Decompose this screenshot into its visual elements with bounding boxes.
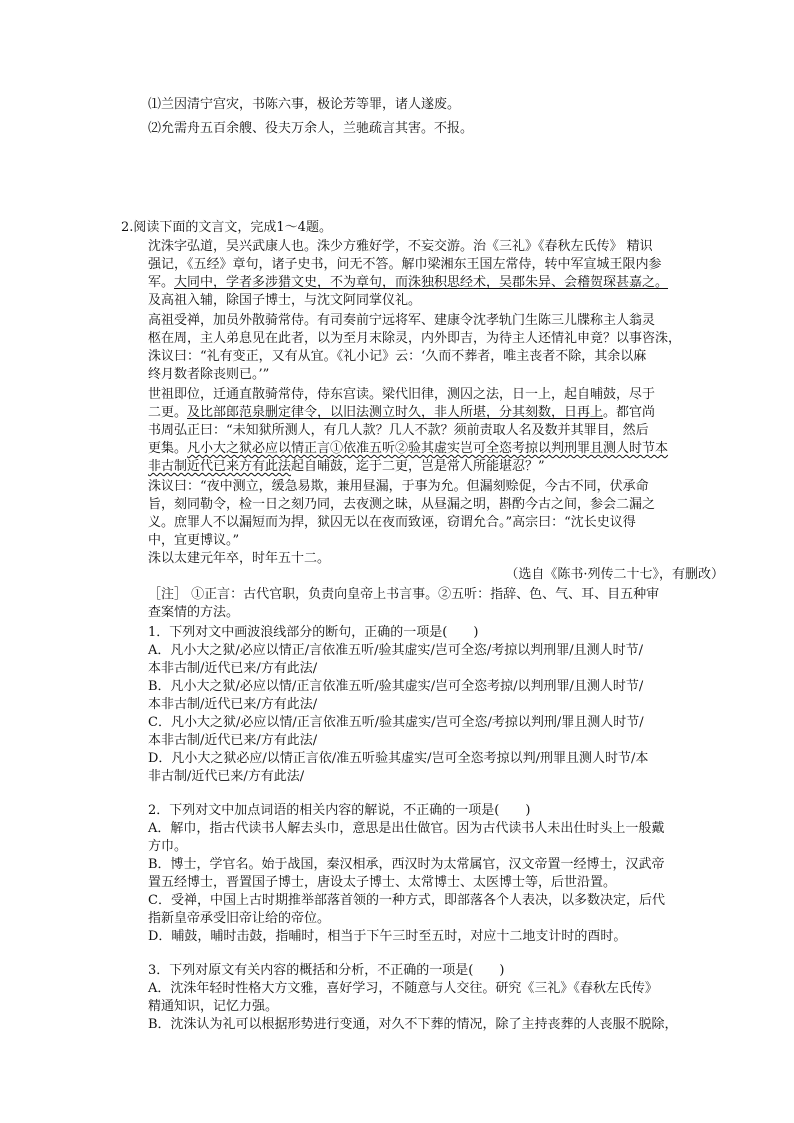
passage-line bbox=[148, 404, 655, 421]
passage-line: 及高祖入辅，除国子博士，与沈文阿同掌仪礼。 bbox=[148, 293, 422, 308]
passage-line: 义。庶罪人不以漏短而为捍，狱囚无以在夜而致诬，窃谓允合。”高宗曰：“沈长史议得 bbox=[148, 515, 636, 530]
option-c: 指新皇帝承受旧帝让给的帝位。 bbox=[148, 911, 331, 926]
passage-line: 世祖即位，迁通直散骑常侍，侍东宫读。梁代旧律，测囚之法，日一上，起自晡鼓，尽于 bbox=[148, 387, 656, 402]
question-stem: 1．下列对文中画波浪线部分的断句，正确的一项是( ) bbox=[148, 625, 479, 640]
option-c: 本非古制/近代已来/方有此法/ bbox=[148, 733, 318, 748]
option-a: 精通知识，记忆力强。 bbox=[148, 999, 279, 1014]
option-d: 非古制/近代已来/方有此法/ bbox=[148, 769, 305, 784]
passage-text: 军。 bbox=[148, 275, 175, 290]
question-heading: 2.阅读下面的文言文，完成1～4题。 bbox=[121, 220, 332, 235]
wavy-underlined-passage: 凡小大之狱必应以情正言①依准五听②验其虚实岂可全恣考掠以判刑罪且测人时节本 bbox=[187, 441, 669, 456]
option-a: A．解巾，指古代读书人解去头巾，意思是出仕做官。因为古代读书人未出仕时头上一般戴 bbox=[148, 821, 665, 836]
option-a: 方巾。 bbox=[148, 839, 188, 854]
option-b: B．凡小大之狱/必应以情/正言依准五听/验其虚实/岂可全恣考掠/以判刑罪/且测人时节/ bbox=[148, 679, 644, 694]
option-b: B．博士，学官名。始于战国，秦汉相承，西汉时为太常属官，汉文帝置一经博士，汉武帝 bbox=[148, 857, 665, 872]
wavy-underlined-passage: 非古制近代已来方有此法 bbox=[148, 459, 292, 474]
passage-line: 柩在周，主人弟息见在此者，以为至月末除灵，内外即吉，为待主人还情礼申竟？以事咨洙， bbox=[148, 331, 682, 346]
passage-line: 沈洙字弘道，吴兴武康人也。洙少方雅好学，不妄交游。治《三礼》《春秋左氏传》 精识 bbox=[148, 239, 653, 254]
underlined-sentence: 及比部郎范泉删定律令，以旧法测立时久，非人所堪，分其刻数，日再上 bbox=[187, 405, 604, 420]
question-stem: 2．下列对文中加点词语的相关内容的解说，不正确的一项是( ) bbox=[148, 803, 531, 818]
option-b: 置五经博士，晋置国子博士，唐设太子博士、太常博士、太医博士等，后世沿置。 bbox=[148, 875, 617, 890]
passage-line bbox=[148, 274, 668, 291]
option-c: C．受禅，中国上古时期推举部落首领的一种方式，即部落各个人表决，以多数决定，后代 bbox=[148, 893, 665, 908]
option-b: 本非古制/近代已来/方有此法/ bbox=[148, 697, 318, 712]
underlined-sentence: 大同中，学者多涉猎文史，不为章句，而洙独积思经术，吴郡朱异、会稽贺琛甚嘉之。 bbox=[174, 275, 669, 290]
option-a: A．凡小大之狱/必应以情正/言依准五听/验其虚实/岂可全恣/考掠以判刑罪/且测人时节/ bbox=[148, 643, 644, 658]
passage-text: 二更。 bbox=[148, 405, 188, 420]
option-d: D．凡小大之狱必应/以情正言依/准五听验其虚实/岂可全恣考掠以判/刑罪且测人时节/本 bbox=[148, 751, 649, 766]
passage-text: 更集。 bbox=[148, 441, 188, 456]
passage-line: 洙议曰：“夜中测立，缓急易欺，兼用昼漏，于事为允。但漏刻赊促，今古不同，伏承命 bbox=[148, 479, 649, 494]
passage-line: 旨，刻同勒令，检一日之刻乃同，去夜测之昧，从昼漏之明，斟酌今古之间，参会二漏之 bbox=[148, 497, 656, 512]
option-b: B．沈洙认为礼可以根据形势进行变通，对久不下葬的情况，除了主持丧葬的人丧服不脱除， bbox=[148, 1017, 678, 1032]
option-a: A．沈洙年轻时性格大方文雅，喜好学习，不随意与人交往。研究《三礼》《春秋左氏传》 bbox=[148, 981, 658, 996]
option-a: 本非古制/近代已来/方有此法/ bbox=[148, 661, 318, 676]
passage-line: 强记，《五经》章句，诸子史书，问无不答。解巾梁湘东王国左常侍，转中军宣城王限内参 bbox=[148, 257, 662, 272]
prev-answer-2: ⑵允需舟五百余艘、役夫万余人，兰驰疏言其害。不报。 bbox=[148, 121, 474, 136]
passage-line: 洙以太建元年卒，时年五十二。 bbox=[148, 551, 331, 566]
passage-line: 终月数者除丧则已。’” bbox=[148, 367, 270, 382]
annotation-note: ［注］ ①正言：古代官职，负责向皇帝上书言事。②五听：指辞、色、气、耳、目五种审 bbox=[148, 587, 660, 602]
passage-line: 中，宜更博议。” bbox=[148, 533, 240, 548]
option-d: D．晡鼓，晡时击鼓，指晡时，相当于下午三时至五时，对应十二地支计时的酉时。 bbox=[148, 929, 627, 944]
prev-answer-1: ⑴兰因清宁宫灾，书陈六事，极论芳等罪，诸人遂废。 bbox=[148, 97, 461, 112]
passage-line: 洙议曰：“礼有变正，又有从宜。《礼小记》云：‘久而不葬者，唯主丧者不除，其余以麻 bbox=[148, 349, 647, 364]
passage-text: 起自晡鼓，迄于二更，岂是常人所能堪忍？” bbox=[291, 459, 545, 474]
annotation-note: 查案情的方法。 bbox=[148, 605, 240, 620]
passage-line: 书周弘正曰：“未知狱所测人，有几人款？几人不款？须前责取人名及数并其罪目，然后 bbox=[148, 423, 649, 438]
passage-text: 。都官尚 bbox=[603, 405, 656, 420]
passage-line bbox=[148, 458, 545, 475]
passage-line: 高祖受禅，加员外散骑常侍。有司奏前宁远将军、建康令沈孝轨门生陈三儿牒称主人翁灵 bbox=[148, 313, 656, 328]
source-citation: （选自《陈书·列传二十七》，有删改） bbox=[505, 567, 724, 582]
question-stem: 3．下列对原文有关内容的概括和分析，不正确的一项是( ) bbox=[148, 963, 505, 978]
option-c: C．凡小大之狱/必应以情/正言依准五听/验其虚实/岂可全恣/考掠以判刑/罪且测人时节/ bbox=[148, 715, 644, 730]
passage-line bbox=[148, 440, 668, 457]
